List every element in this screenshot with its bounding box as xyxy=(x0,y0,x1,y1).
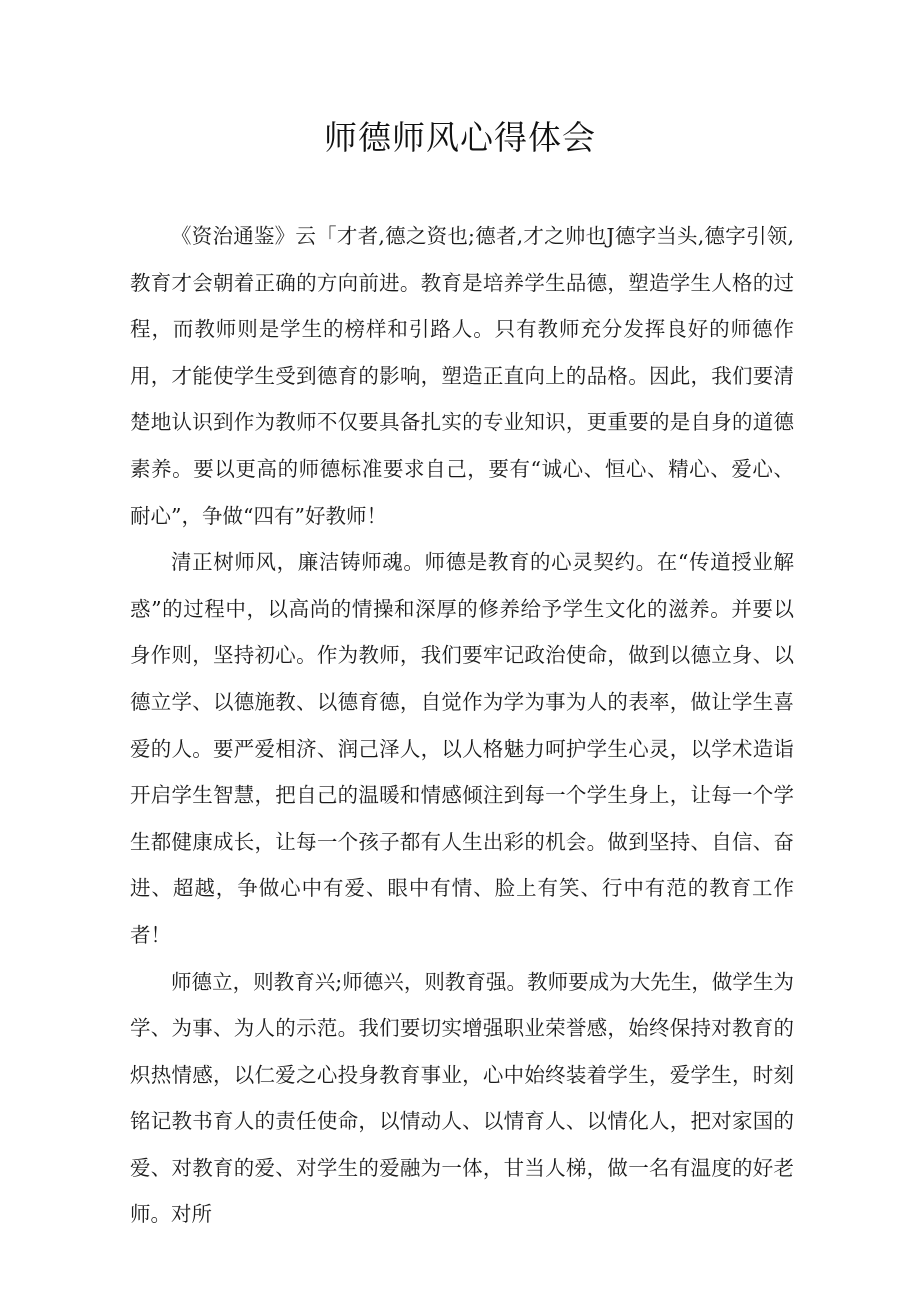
paragraph-3: 师德立，则教育兴;师德兴，则教育强。教师要成为大先生，做学生为学、为事、为人的示范。我们要切实增强职业荣誉感，始终保持对教育的炽热情感，以仁爱之心投身教育事业，心中始终装着学生，爱学生，时刻铭记教书育人的责任使命，以情动人、以情育人、以情化人，把对家国的爱、对教育的爱、对学生的爱融为一体，甘当人梯，做一名有温度的好老师。对所 xyxy=(130,969,794,1227)
paragraph-2: 清正树师风，廉洁铸师魂。师德是教育的心灵契约。在“传道授业解惑”的过程中，以高尚的情操和深厚的修养给予学生文化的滋养。并要以身作则，坚持初心。作为教师，我们要牢记政治使命，做到以德立身、以德立学、以德施教、以德育德，自觉作为学为事为人的表率，做让学生喜爱的人。要严爱相济、润己泽人，以人格魅力呵护学生心灵，以学术造诣开启学生智慧，把自己的温暖和情感倾注到每一个学生身上，让每一个学生都健康成长，让每一个孩子都有人生出彩的机会。做到坚持、自信、奋进、超越，争做心中有爱、眼中有情、脸上有笑、行中有范的教育工作者！ xyxy=(130,550,794,947)
document-body xyxy=(130,213,794,1238)
paragraph-1: 《资治通鉴》云「才者,德之资也;德者,才之帅也J德字当头,德字引领,教育才会朝着正确的方向前进。教育是培养学生品德，塑造学生人格的过程，而教师则是学生的榜样和引路人。只有教师充分发挥良好的师德作用，才能使学生受到德育的影响，塑造正直向上的品格。因此，我们要清楚地认识到作为教师不仅要具备扎实的专业知识，更重要的是自身的道德素养。要以更高的师德标准要求自己，要有“诚心、恒心、精心、爱心、耐心”，争做“四有”好教师！ xyxy=(130,224,794,528)
document-title: 师德师风心得体会 xyxy=(324,118,596,157)
